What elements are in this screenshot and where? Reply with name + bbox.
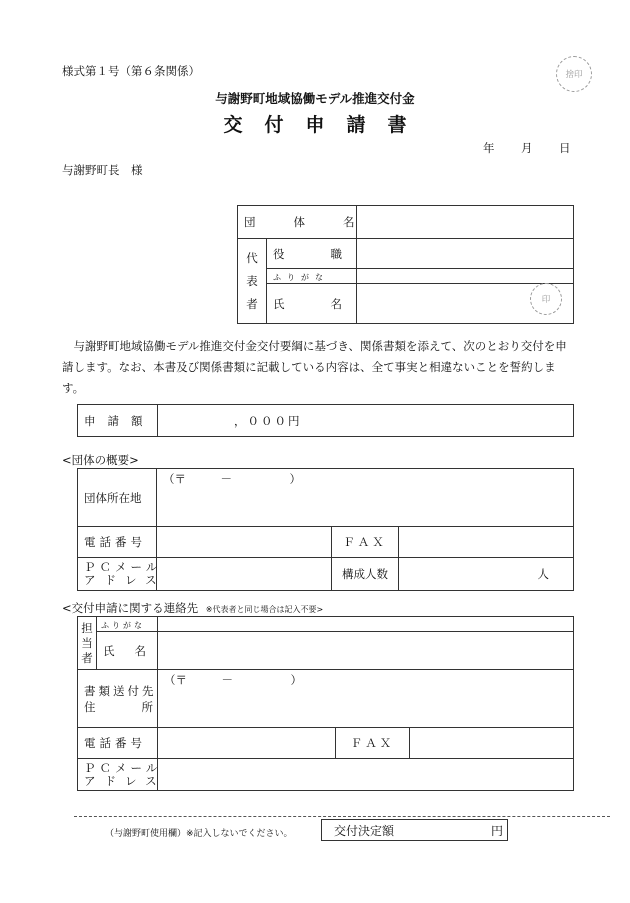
contact-fax-field[interactable] (410, 728, 574, 759)
overview-table (77, 468, 574, 591)
mailing-address-label-cell (78, 670, 199, 728)
contact-section-label (62, 600, 323, 616)
form-number: 様式第１号（第６条関係） (62, 64, 200, 78)
form-subtitle: 与謝野町地域協働モデル推進交付金 (215, 91, 415, 106)
contact-name-label-cell (97, 632, 166, 670)
members-label: 構成人数 (342, 567, 388, 581)
email-label-1: ＰＣメール (84, 560, 162, 574)
members-label-cell (332, 558, 399, 591)
name-label: 氏名 (273, 296, 388, 311)
phone-label: 電話番号 (84, 535, 146, 549)
discard-seal-circle: 捨印 (556, 56, 592, 92)
email-field[interactable] (157, 558, 332, 591)
position-label-cell (267, 239, 388, 269)
contact-fax-label: ＦＡＸ (350, 736, 395, 750)
contact-section-note: ※代表者と同じ場合は記入不要> (205, 605, 324, 614)
contact-email-field[interactable] (158, 759, 574, 791)
address-label-cell (78, 469, 157, 527)
person-label-3: 者 (81, 650, 93, 665)
person-label-1: 担 (81, 620, 93, 635)
office-note: （与謝野町使用欄）※記入しないでください。 (105, 829, 293, 839)
rep-label-2: 表 (246, 273, 258, 288)
contact-section-title: <交付申請に関する連絡先 (62, 601, 199, 615)
decision-amount-yen: 円 (490, 823, 503, 838)
declaration-text: 与謝野町地域協働モデル推進交付金交付要綱に基づき、関係書類を添えて、次のとおり交付を申請します。なお、本書及び関係書類に記載している内容は、全て事実と相違ないことを誓約します。 (62, 339, 567, 395)
mailing-address-label-1: 書類送付先 (84, 683, 157, 698)
address-label: 団体所在地 (84, 490, 142, 505)
contact-table (77, 616, 574, 791)
mailing-address-field[interactable] (158, 670, 574, 728)
group-name-label: 団体名 (244, 215, 393, 229)
contact-furigana-field[interactable] (158, 617, 574, 632)
decision-amount-box[interactable] (321, 819, 508, 841)
contact-email-label-2: アドレス (84, 773, 166, 788)
contact-furigana-label-cell (97, 617, 158, 632)
page-title: 交付申請書 (223, 114, 429, 136)
fax-label: ＦＡＸ (343, 535, 387, 549)
date-year: 年 (483, 141, 495, 155)
members-unit: 人 (537, 567, 550, 581)
mailing-postal: （〒 － ） (164, 673, 302, 687)
rep-label-3: 者 (246, 296, 258, 311)
contact-phone-field[interactable] (158, 728, 336, 759)
contact-phone-label-cell (78, 728, 158, 759)
date-month: 月 (521, 141, 533, 155)
fax-label-cell (332, 527, 399, 558)
phone-field[interactable] (157, 527, 332, 558)
amount-field[interactable] (158, 405, 574, 437)
person-label-cell (78, 617, 97, 670)
amount-label: 申請額 (84, 413, 155, 428)
position-label: 役職 (273, 246, 388, 261)
furigana-label-cell (267, 269, 357, 284)
phone-label-cell (78, 527, 157, 558)
amount-table (77, 404, 574, 437)
name-label-cell (267, 284, 388, 324)
contact-furigana-label: ふりがな (101, 621, 145, 630)
rep-label-1: 代 (246, 250, 258, 265)
contact-fax-label-cell (336, 728, 410, 759)
mailing-address-label-2: 住所 (84, 699, 199, 714)
applicant-table (237, 205, 574, 324)
contact-name-label: 氏名 (103, 643, 166, 658)
addressee: 与謝野町長 様 (62, 163, 143, 177)
group-name-label-cell (238, 206, 393, 239)
contact-email-label-cell (78, 759, 166, 791)
fax-field[interactable] (399, 527, 574, 558)
address-field[interactable] (157, 469, 574, 527)
overview-section-label: <団体の概要> (62, 453, 139, 467)
email-label-2: アドレス (84, 573, 166, 587)
name-seal-circle: 印 (530, 283, 562, 315)
date-day: 日 (559, 141, 571, 155)
office-divider (74, 816, 610, 817)
email-label-cell (78, 558, 166, 591)
contact-email-label-1: ＰＣメール (84, 760, 162, 775)
decision-amount-label: 交付決定額 (334, 823, 395, 838)
furigana-label: ふりがな (273, 273, 329, 282)
members-field[interactable] (399, 558, 574, 591)
position-field[interactable] (357, 239, 574, 269)
contact-phone-label: 電話番号 (84, 736, 146, 750)
furigana-field[interactable] (357, 269, 574, 284)
amount-value: ，０００円 (234, 413, 302, 428)
representative-label-cell (238, 239, 267, 324)
mailing-address-label-2-wrap (84, 699, 199, 715)
person-label-2: 当 (81, 635, 93, 650)
contact-name-field[interactable] (158, 632, 574, 670)
address-postal: （〒 － ） (163, 472, 301, 486)
amount-label-cell (78, 405, 158, 437)
